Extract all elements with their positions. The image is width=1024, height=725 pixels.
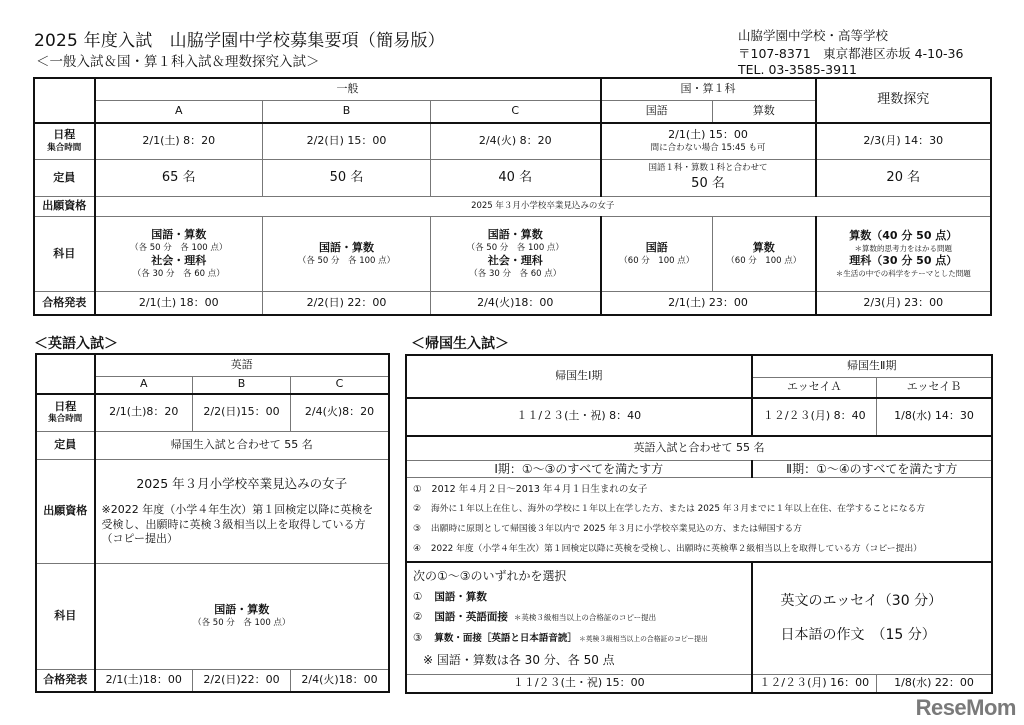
schedule-b: 2/2(日) 15：00 (263, 123, 431, 160)
row-label-subjects: 科目 (35, 217, 95, 292)
main-admissions-table (34, 78, 991, 315)
condition-item: ① 2012 年４月２日～2013 年４月１日生まれの女子 (413, 484, 648, 496)
english-schedule-c: 2/4(火)8：20 (291, 394, 389, 432)
col-sansu: 算数 (713, 101, 816, 123)
english-result-b: 2/2(日)22：00 (193, 670, 291, 692)
condition-item: ③ 出願時に原則として帰国後３年以内で 2025 年３月に小学校卒業見込の方、または帰国する方 (413, 524, 802, 535)
kikoku-result-p1: １１/２３(土・祝) 15：00 (407, 674, 752, 692)
english-result-c: 2/4(火)18：00 (291, 670, 389, 692)
condition-item: ④ 2022 年度（小学４年生次）第１回検定以降に英検を受検し、出願時に英検準２級相当以上を取得している方（コピー提出） (413, 544, 922, 555)
result-a: 2/1(土) 18：00 (95, 292, 263, 315)
subjects-kokugo: 国語 （60 分 100 点） (601, 217, 713, 292)
english-table (36, 354, 389, 692)
subjects-b: 国語・算数 （各 50 分 各 100 点） (263, 217, 431, 292)
resemom-watermark-logo: ReseMom (915, 695, 1016, 720)
english-col-c: C (291, 377, 389, 394)
result-b: 2/2(日) 22：00 (263, 292, 431, 315)
kikoku-schedule-a: １２/２３(月) 8：40 (752, 398, 877, 436)
kikoku-capacity: 英語入試と合わせて 55 名 (407, 436, 992, 461)
english-capacity: 帰国生入試と合わせて 55 名 (95, 432, 389, 460)
kikoku-subjects-p1: 次の①～③のいずれかを選択 ① 国語・算数 ② 国語・英語面接 ＊英検３級相当以上の合格証のコピー提出 ③ 算数・面接［英語と日本語音読］ ＊英検３級相当以上の合格証のコピー提出 ※ 国語・算数は各 30 分、各 50 点 (407, 562, 752, 674)
school-address: 〒107-8371 東京都港区赤坂 4-10-36 (738, 46, 964, 61)
english-schedule-a: 2/1(土)8：20 (95, 394, 193, 432)
english-row-label-capacity: 定員 (37, 432, 95, 460)
english-group: 英語 (95, 355, 389, 377)
kikoku-essay-b-header: エッセイＢ (877, 378, 992, 398)
corner-cell (35, 79, 95, 123)
english-eligibility: 2025 年３月小学校卒業見込みの女子 ※2022 年度（小学４年生次）第１回検定以降に英検を受検し、出願時に英検３級相当以上を取得している方（コピー提出） (95, 460, 389, 564)
school-name: 山脇学園中学校・高等学校 (738, 28, 889, 43)
kikoku-cond-p2: Ⅱ期：①～④のすべてを満たす方 (752, 461, 992, 478)
english-row-label-subjects: 科目 (37, 564, 95, 670)
english-subjects: 国語・算数 （各 50 分 各 100 点） (95, 564, 389, 670)
english-col-b: B (193, 377, 291, 394)
schedule-a: 2/1(土) 8：20 (95, 123, 263, 160)
kikoku-period2-header: 帰国生Ⅱ期 (752, 356, 992, 378)
eligibility-value: 2025 年３月小学校卒業見込みの女子 (95, 197, 991, 217)
english-heading: ＜英語入試＞ (34, 336, 118, 352)
capacity-b: 50 名 (263, 160, 431, 197)
schedule-risu: 2/3(月) 14：30 (816, 123, 991, 160)
row-label-eligibility: 出願資格 (35, 197, 95, 217)
subjects-c: 国語・算数 （各 50 分 各 100 点） 社会・理科 （各 30 分 各 60 点） (431, 217, 601, 292)
english-schedule-b: 2/2(日)15：00 (193, 394, 291, 432)
school-tel: TEL. 03-3585-3911 (738, 62, 857, 77)
english-result-a: 2/1(土)18：00 (95, 670, 193, 692)
english-row-label-eligibility: 出願資格 (37, 460, 95, 564)
english-row-label-schedule: 日程 集合時間 (37, 394, 95, 432)
kikoku-result-b: 1/8(水) 22：00 (877, 674, 992, 692)
kikoku-schedule-p1: １１/２３(土・祝) 8：40 (407, 398, 752, 436)
row-label-schedule: 日程 集合時間 (35, 123, 95, 160)
subjects-a: 国語・算数 （各 50 分 各 100 点） 社会・理科 （各 30 分 各 60 点） (95, 217, 263, 292)
result-c: 2/4(火)18：00 (431, 292, 601, 315)
group-risu: 理数探究 (816, 79, 991, 123)
english-corner-cell (37, 355, 95, 394)
schedule-kokusan: 2/1(土) 15：00 間に合わない場合 15:45 も可 (601, 123, 816, 160)
row-label-capacity: 定員 (35, 160, 95, 197)
english-row-label-result: 合格発表 (37, 670, 95, 692)
kikoku-period1-header: 帰国生Ⅰ期 (407, 356, 752, 398)
kikoku-subjects-p2: 英文のエッセイ（30 分） 日本語の作文 （15 分） (752, 562, 992, 674)
kikoku-table (406, 355, 992, 693)
kikoku-heading: ＜帰国生入試＞ (411, 336, 509, 352)
kikoku-essay-a-header: エッセイＡ (752, 378, 877, 398)
kikoku-cond-p1: Ⅰ期：①～③のすべてを満たす方 (407, 461, 752, 478)
row-label-result: 合格発表 (35, 292, 95, 315)
col-b: B (263, 101, 431, 123)
kikoku-schedule-b: 1/8(水) 14：30 (877, 398, 992, 436)
subject-option: ② 国語・英語面接 ＊英検３級相当以上の合格証のコピー提出 (413, 611, 657, 624)
group-ippan: 一般 (95, 79, 601, 101)
result-kokusan: 2/1(土) 23：00 (601, 292, 816, 315)
page-title: 2025 年度入試 山脇学園中学校募集要項（簡易版） (34, 31, 445, 51)
condition-item: ② 海外に１年以上在住し、海外の学校に１年以上在学した方、または 2025 年３月までに１年以上在住、在学することになる方 (413, 504, 926, 515)
group-kokusan: 国・算１科 (601, 79, 816, 101)
subject-option: ③ 算数・面接［英語と日本語音読］ ＊英検３級相当以上の合格証のコピー提出 (413, 632, 708, 645)
capacity-a: 65 名 (95, 160, 263, 197)
subject-option: ① 国語・算数 (413, 591, 487, 604)
capacity-c: 40 名 (431, 160, 601, 197)
schedule-c: 2/4(火) 8：20 (431, 123, 601, 160)
capacity-risu: 20 名 (816, 160, 991, 197)
capacity-kokusan: 国語１科・算数１科と合わせて 50 名 (601, 160, 816, 197)
col-a: A (95, 101, 263, 123)
kikoku-conditions-list (407, 478, 992, 563)
kikoku-result-a: １２/２３(月) 16：00 (752, 674, 877, 692)
english-col-a: A (95, 377, 193, 394)
col-c: C (431, 101, 601, 123)
subjects-sansu: 算数 （60 分 100 点） (713, 217, 816, 292)
subjects-risu: 算数（40 分 50 点） ＊算数的思考力をはかる問題 理科（30 分 50 点） ＊生活の中での科学をテーマとした問題 (816, 217, 991, 292)
page-subtitle: ＜一般入試＆国・算１科入試＆理数探究入試＞ (36, 54, 320, 70)
result-risu: 2/3(月) 23：00 (816, 292, 991, 315)
col-kokugo: 国語 (601, 101, 713, 123)
